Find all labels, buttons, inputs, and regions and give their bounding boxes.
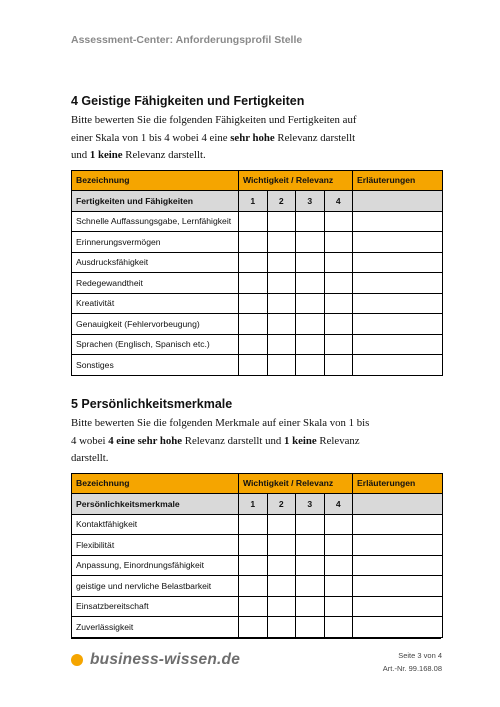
footer-divider bbox=[71, 638, 441, 639]
rating-cell-1[interactable] bbox=[239, 293, 268, 314]
rating-cell-2[interactable] bbox=[267, 252, 296, 273]
row-label: Erinnerungsvermögen bbox=[72, 232, 239, 253]
scale-4: 4 bbox=[324, 191, 353, 212]
rating-cell-1[interactable] bbox=[239, 273, 268, 294]
header-wichtigkeit: Wichtigkeit / Relevanz bbox=[239, 473, 353, 494]
rating-cell-3[interactable] bbox=[296, 535, 325, 556]
table-row bbox=[72, 252, 443, 273]
table-row bbox=[72, 232, 443, 253]
page-number: Seite 3 von 4 bbox=[398, 651, 442, 660]
scale-1: 1 bbox=[239, 494, 268, 515]
rating-cell-4[interactable] bbox=[324, 555, 353, 576]
rating-cell-1[interactable] bbox=[239, 252, 268, 273]
header-wichtigkeit: Wichtigkeit / Relevanz bbox=[239, 170, 353, 191]
rating-cell-3[interactable] bbox=[296, 293, 325, 314]
rating-cell-3[interactable] bbox=[296, 514, 325, 535]
row-label: Sonstiges bbox=[72, 355, 239, 376]
rating-cell-3[interactable] bbox=[296, 252, 325, 273]
personality-table-body bbox=[72, 514, 443, 637]
row-label: Genauigkeit (Fehlervorbeugung) bbox=[72, 314, 239, 335]
section-5-intro: Bitte bewerten Sie die folgenden Merkmale auf einer Skala von 1 bis 4 wobei 4 eine sehr hohe Relevanz darstellt und 1 keine Relevanz darstellt. bbox=[71, 417, 370, 464]
table-row bbox=[72, 596, 443, 617]
row-label: Flexibilität bbox=[72, 535, 239, 556]
table-row bbox=[72, 293, 443, 314]
section-5 bbox=[71, 397, 441, 638]
personality-table bbox=[71, 473, 443, 638]
rating-cell-1[interactable] bbox=[239, 535, 268, 556]
rating-cell-2[interactable] bbox=[267, 293, 296, 314]
rating-cell-3[interactable] bbox=[296, 273, 325, 294]
rating-cell-2[interactable] bbox=[267, 596, 296, 617]
rating-cell-4[interactable] bbox=[324, 334, 353, 355]
explanation-cell[interactable] bbox=[353, 576, 443, 597]
skills-table-body bbox=[72, 211, 443, 375]
rating-cell-1[interactable] bbox=[239, 576, 268, 597]
header-erlaeuterungen: Erläuterungen bbox=[353, 170, 443, 191]
header-erlaeuterungen: Erläuterungen bbox=[353, 473, 443, 494]
rating-cell-1[interactable] bbox=[239, 596, 268, 617]
table-subheader-row bbox=[72, 191, 443, 212]
row-label: Kreativität bbox=[72, 293, 239, 314]
scale-2: 2 bbox=[267, 494, 296, 515]
table-row bbox=[72, 514, 443, 535]
table-row bbox=[72, 273, 443, 294]
article-number: Art.-Nr. 99.168.08 bbox=[382, 664, 442, 673]
scale-3: 3 bbox=[296, 191, 325, 212]
section-4-title: 4 Geistige Fähigkeiten und Fertigkeiten bbox=[71, 94, 305, 108]
explanation-cell[interactable] bbox=[353, 211, 443, 232]
table-row bbox=[72, 617, 443, 638]
rating-cell-2[interactable] bbox=[267, 617, 296, 638]
rating-cell-2[interactable] bbox=[267, 576, 296, 597]
subheader-label: Persönlichkeitsmerkmale bbox=[72, 494, 239, 515]
subheader-empty bbox=[353, 494, 443, 515]
explanation-cell[interactable] bbox=[353, 252, 443, 273]
row-label: Anpassung, Einordnungsfähigkeit bbox=[72, 555, 239, 576]
rating-cell-1[interactable] bbox=[239, 314, 268, 335]
rating-cell-2[interactable] bbox=[267, 355, 296, 376]
logo-text: business-wissen.de bbox=[90, 651, 241, 668]
explanation-cell[interactable] bbox=[353, 555, 443, 576]
rating-cell-2[interactable] bbox=[267, 211, 296, 232]
rating-cell-1[interactable] bbox=[239, 617, 268, 638]
explanation-cell[interactable] bbox=[353, 232, 443, 253]
scale-4: 4 bbox=[324, 494, 353, 515]
scale-1: 1 bbox=[239, 191, 268, 212]
subheader-label: Fertigkeiten und Fähigkeiten bbox=[72, 191, 239, 212]
rating-cell-1[interactable] bbox=[239, 232, 268, 253]
rating-cell-3[interactable] bbox=[296, 596, 325, 617]
rating-cell-2[interactable] bbox=[267, 232, 296, 253]
rating-cell-3[interactable] bbox=[296, 211, 325, 232]
skills-table bbox=[71, 170, 443, 376]
rating-cell-1[interactable] bbox=[239, 514, 268, 535]
rating-cell-3[interactable] bbox=[296, 334, 325, 355]
rating-cell-3[interactable] bbox=[296, 617, 325, 638]
table-row bbox=[72, 314, 443, 335]
rating-cell-1[interactable] bbox=[239, 334, 268, 355]
rating-cell-4[interactable] bbox=[324, 576, 353, 597]
rating-cell-2[interactable] bbox=[267, 314, 296, 335]
explanation-cell[interactable] bbox=[353, 293, 443, 314]
table-header-row bbox=[72, 170, 443, 191]
section-4-intro: Bitte bewerten Sie die folgenden Fähigkeiten und Fertigkeiten auf einer Skala von 1 bis 4 wobei 4 eine sehr hohe Relevanz darstellt und 1 keine Relevanz darstellt. bbox=[71, 114, 357, 161]
brand-logo bbox=[71, 651, 240, 669]
explanation-cell[interactable] bbox=[353, 273, 443, 294]
rating-cell-4[interactable] bbox=[324, 355, 353, 376]
rating-cell-2[interactable] bbox=[267, 555, 296, 576]
row-label: Ausdrucksfähigkeit bbox=[72, 252, 239, 273]
table-subheader-row bbox=[72, 494, 443, 515]
rating-cell-4[interactable] bbox=[324, 535, 353, 556]
rating-cell-3[interactable] bbox=[296, 555, 325, 576]
rating-cell-2[interactable] bbox=[267, 334, 296, 355]
document-header: Assessment-Center: Anforderungsprofil Stelle bbox=[71, 34, 303, 46]
table-row bbox=[72, 355, 443, 376]
explanation-cell[interactable] bbox=[353, 514, 443, 535]
explanation-cell[interactable] bbox=[353, 355, 443, 376]
subheader-empty bbox=[353, 191, 443, 212]
rating-cell-4[interactable] bbox=[324, 232, 353, 253]
table-header-row bbox=[72, 473, 443, 494]
rating-cell-1[interactable] bbox=[239, 355, 268, 376]
row-label: Einsatzbereitschaft bbox=[72, 596, 239, 617]
rating-cell-3[interactable] bbox=[296, 355, 325, 376]
row-label: Sprachen (Englisch, Spanisch etc.) bbox=[72, 334, 239, 355]
rating-cell-4[interactable] bbox=[324, 617, 353, 638]
rating-cell-2[interactable] bbox=[267, 273, 296, 294]
explanation-cell[interactable] bbox=[353, 617, 443, 638]
rating-cell-4[interactable] bbox=[324, 314, 353, 335]
explanation-cell[interactable] bbox=[353, 314, 443, 335]
logo-dot-icon bbox=[71, 654, 83, 666]
table-row bbox=[72, 576, 443, 597]
rating-cell-4[interactable] bbox=[324, 596, 353, 617]
row-label: Zuverlässigkeit bbox=[72, 617, 239, 638]
scale-2: 2 bbox=[267, 191, 296, 212]
rating-cell-1[interactable] bbox=[239, 211, 268, 232]
rating-cell-4[interactable] bbox=[324, 514, 353, 535]
explanation-cell[interactable] bbox=[353, 334, 443, 355]
rating-cell-1[interactable] bbox=[239, 555, 268, 576]
section-5-title: 5 Persönlichkeitsmerkmale bbox=[71, 397, 233, 411]
row-label: Redegewandtheit bbox=[72, 273, 239, 294]
row-label: geistige und nervliche Belastbarkeit bbox=[72, 576, 239, 597]
table-row bbox=[72, 211, 443, 232]
rating-cell-4[interactable] bbox=[324, 273, 353, 294]
rating-cell-4[interactable] bbox=[324, 293, 353, 314]
rating-cell-4[interactable] bbox=[324, 211, 353, 232]
header-bezeichnung: Bezeichnung bbox=[72, 473, 239, 494]
rating-cell-4[interactable] bbox=[324, 252, 353, 273]
table-row bbox=[72, 555, 443, 576]
rating-cell-2[interactable] bbox=[267, 514, 296, 535]
rating-cell-2[interactable] bbox=[267, 535, 296, 556]
scale-3: 3 bbox=[296, 494, 325, 515]
rating-cell-3[interactable] bbox=[296, 576, 325, 597]
row-label: Kontaktfähigkeit bbox=[72, 514, 239, 535]
row-label: Schnelle Auffassungsgabe, Lernfähigkeit bbox=[72, 211, 239, 232]
explanation-cell[interactable] bbox=[353, 596, 443, 617]
table-row bbox=[72, 535, 443, 556]
rating-cell-3[interactable] bbox=[296, 232, 325, 253]
header-bezeichnung: Bezeichnung bbox=[72, 170, 239, 191]
rating-cell-3[interactable] bbox=[296, 314, 325, 335]
explanation-cell[interactable] bbox=[353, 535, 443, 556]
table-row bbox=[72, 334, 443, 355]
section-4 bbox=[71, 94, 441, 376]
page-info bbox=[383, 649, 442, 675]
